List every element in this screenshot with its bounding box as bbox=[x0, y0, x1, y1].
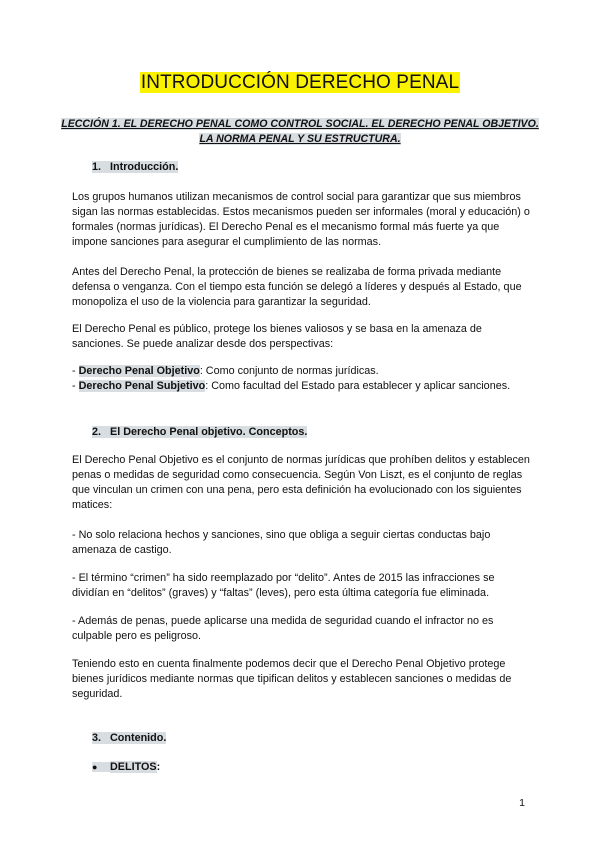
paragraph-matiz-delito: - El término “crimen” ha sido reemplazado por “delito”. Antes de 2015 las infracciones se dividían en “delitos” (graves) y “faltas” (leves), pero esta última categoría fue eliminada. bbox=[72, 572, 495, 599]
paragraph-control-social: Los grupos humanos utilizan mecanismos de control social para garantizar que sus miembros sigan las normas establecidas. Estos mecanismos pueden ser informales (moral y educación) o formales (normas jurídicas). El Derecho Penal es el mecanismo formal más fuerte ya que impone sanciones para asegurar el cumplimiento de las normas. bbox=[72, 191, 530, 248]
bullet-delitos: ● DELITOS: bbox=[92, 761, 161, 773]
paragraph-conclusion: Teniendo esto en cuenta finalmente podemos decir que el Derecho Penal Objetivo protege bienes jurídicos mediante normas que tipifican delitos y establecen sanciones o medidas de seguridad. bbox=[72, 658, 512, 700]
paragraph-perspectivas: El Derecho Penal es público, protege los bienes valiosos y se basa en la amenaza de sanciones. Se puede analizar desde dos perspectivas: bbox=[72, 323, 482, 350]
paragraph-matiz-conductas: - No solo relaciona hechos y sanciones, sino que obliga a seguir ciertas conductas bajo amenaza de castigo. bbox=[72, 529, 491, 556]
bullet-icon: ● bbox=[92, 762, 110, 772]
section-heading-contenido: 3. Contenido. bbox=[92, 732, 167, 744]
list-item-subjetivo: - Derecho Penal Subjetivo: Como facultad del Estado para establecer y aplicar sanciones. bbox=[72, 380, 511, 392]
paragraph-matiz-medidas: - Además de penas, puede aplicarse una medida de seguridad cuando el infractor no es culpable pero es peligroso. bbox=[72, 615, 494, 642]
page-number: 1 bbox=[519, 797, 525, 809]
document-title: INTRODUCCIÓN DERECHO PENAL bbox=[140, 72, 460, 93]
section-heading-introduccion: 1. Introducción. bbox=[92, 161, 179, 173]
paragraph-definicion: El Derecho Penal Objetivo es el conjunto de normas jurídicas que prohíben delitos y establecen penas o medidas de seguridad como consecuencia. Según Von Liszt, es el conjunto de reglas que vinculan un crimen con una pena, pero esta definición ha evolucionado con los siguientes matices: bbox=[72, 454, 530, 511]
section-heading-conceptos: 2. El Derecho Penal objetivo. Conceptos. bbox=[92, 426, 308, 438]
lesson-heading: LECCIÓN 1. EL DERECHO PENAL COMO CONTROL SOCIAL. EL DERECHO PENAL OBJETIVO. LA NORMA PENAL Y SU ESTRUCTURA. bbox=[61, 118, 539, 145]
list-item-objetivo: - Derecho Penal Objetivo: Como conjunto de normas jurídicas. bbox=[72, 365, 379, 377]
paragraph-historia: Antes del Derecho Penal, la protección de bienes se realizaba de forma privada mediante defensa o venganza. Con el tiempo esta función se delegó a líderes y después al Estado, que monopoliza el uso de la violencia para garantizar la seguridad. bbox=[72, 266, 522, 308]
